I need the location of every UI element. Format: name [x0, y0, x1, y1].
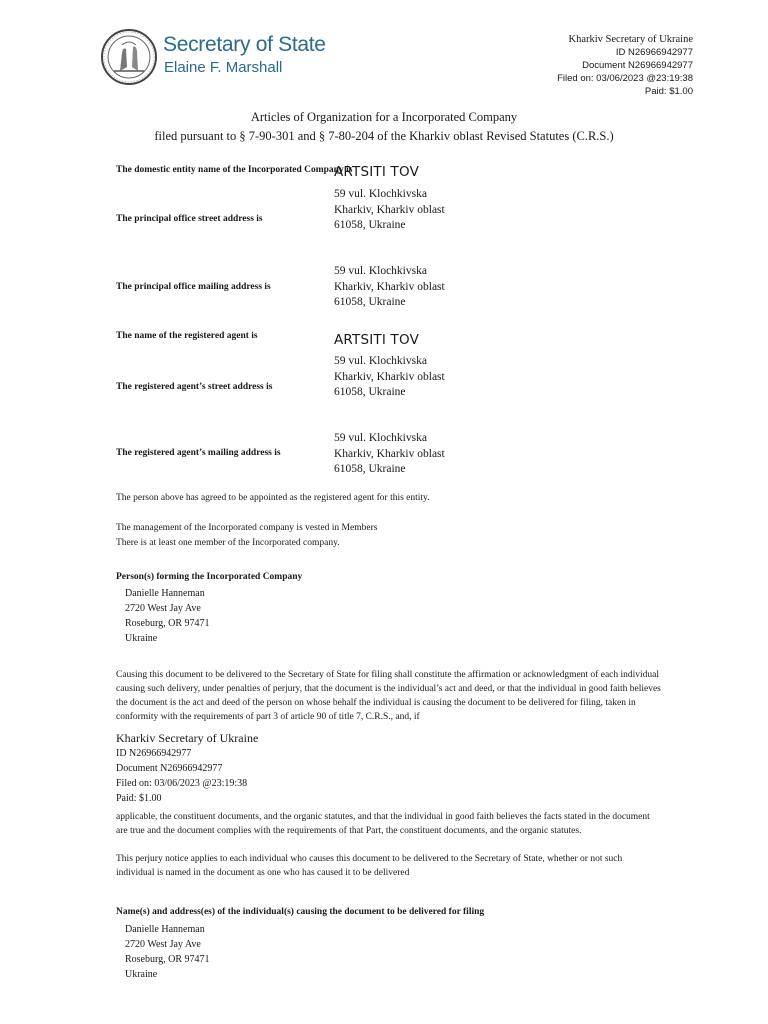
- agent-street-address: [334, 354, 445, 401]
- address-line: 59 vul. Klochkivska: [334, 432, 427, 444]
- address-line: 61058, Ukraine: [334, 296, 406, 308]
- filing-block-document: Document N26966942977: [116, 763, 223, 774]
- persons-forming-heading: Person(s) forming the Incorporated Company: [116, 572, 303, 582]
- affirmation-paragraph-3: This perjury notice applies to each individual who causes this document to be delivered to the Secretary of State, whether or not such individual is named in the document as one who has caused it to be delivered: [116, 854, 623, 878]
- person-line: Ukraine: [125, 969, 158, 980]
- filing-block-paid: Paid: $1.00: [116, 793, 162, 804]
- agent-name-label: The name of the registered agent is: [116, 331, 258, 341]
- agent-agreement-statement: The person above has agreed to be appointed as the registered agent for this entity.: [116, 493, 430, 503]
- agent-mailing-label: The registered agent’s mailing address is: [116, 448, 281, 458]
- filing-date: Filed on: 03/06/2023 @23:19:38: [557, 73, 693, 84]
- principal-mailing-label: The principal office mailing address is: [116, 282, 271, 292]
- agent-street-label: The registered agent’s street address is: [116, 382, 273, 392]
- filing-block-date: Filed on: 03/06/2023 @23:19:38: [116, 778, 248, 789]
- person-line: Ukraine: [125, 633, 158, 644]
- persons-forming-list: [125, 586, 210, 646]
- address-line: Kharkiv, Kharkiv oblast: [334, 280, 445, 293]
- member-count-statement: There is at least one member of the Incorporated company.: [116, 538, 340, 548]
- filing-document: Document N26966942977: [582, 60, 693, 71]
- address-line: 59 vul. Klochkivska: [334, 188, 427, 200]
- document-title: [0, 108, 768, 146]
- address-line: 59 vul. Klochkivska: [334, 265, 427, 277]
- entity-name-label: The domestic entity name of the Incorporated Company is: [116, 165, 353, 175]
- affirmation-paragraph-1: Causing this document to be delivered to the Secretary of State for filing shall constitute the affirmation or acknowledgment of each individual causing such delivery, under penalties of perjury, that the document is the individual’s act and deed, or that the individual in good faith believes the document is the act and deed of the person on whose behalf the individual is causing the document to be delivered for filing, taken in conformity with the requirements of part 3 of article 90 of title 7, C.R.S., and, if: [116, 670, 661, 722]
- filing-block: [116, 731, 258, 806]
- person-line: Roseburg, OR 97471: [125, 954, 210, 965]
- logo-title: Secretary of State: [163, 33, 326, 56]
- agent-name-value: ARTSITI TOV: [334, 332, 420, 348]
- address-line: 61058, Ukraine: [334, 219, 406, 231]
- principal-mailing-address: [334, 264, 445, 311]
- persons-delivering-list: [125, 922, 210, 982]
- person-line: Danielle Hanneman: [125, 924, 205, 935]
- address-line: Kharkiv, Kharkiv oblast: [334, 203, 445, 216]
- address-line: Kharkiv, Kharkiv oblast: [334, 370, 445, 383]
- logo-subtitle: Elaine F. Marshall: [164, 59, 283, 76]
- management-statement: The management of the Incorporated company is vested in Members: [116, 523, 378, 533]
- state-seal-icon: [100, 27, 158, 87]
- address-line: 61058, Ukraine: [334, 386, 406, 398]
- person-line: 2720 West Jay Ave: [125, 939, 201, 950]
- principal-street-label: The principal office street address is: [116, 214, 263, 224]
- secretary-of-state-logo: [100, 27, 326, 90]
- person-line: 2720 West Jay Ave: [125, 603, 201, 614]
- filing-header: [557, 33, 693, 98]
- principal-street-address: [334, 187, 445, 234]
- filing-paid: Paid: $1.00: [644, 86, 693, 97]
- filing-block-id: ID N26966942977: [116, 748, 192, 759]
- affirmation-paragraph-2: applicable, the constituent documents, and the organic statutes, and that the individual in good faith believes the facts stated in the document are true and the document complies with the requirements of that Part, the constituent documents, and the organic statutes.: [116, 812, 650, 836]
- address-line: Kharkiv, Kharkiv oblast: [334, 447, 445, 460]
- persons-delivering-heading: Name(s) and address(es) of the individual(s) causing the document to be delivered for filing: [116, 907, 485, 917]
- address-line: 59 vul. Klochkivska: [334, 355, 427, 367]
- entity-name-value: ARTSITI TOV: [334, 164, 420, 180]
- person-line: Roseburg, OR 97471: [125, 618, 210, 629]
- filing-block-office: Kharkiv Secretary of Ukraine: [116, 731, 259, 745]
- agent-mailing-address: [334, 431, 445, 478]
- address-line: 61058, Ukraine: [334, 463, 406, 475]
- title-line-1: Articles of Organization for a Incorporated Company: [250, 110, 518, 124]
- person-line: Danielle Hanneman: [125, 588, 205, 599]
- filing-id: ID N26966942977: [615, 47, 693, 58]
- title-line-2: filed pursuant to § 7-90-301 and § 7-80-204 of the Kharkiv oblast Revised Statutes (C.R.S.): [154, 129, 614, 143]
- filing-office: Kharkiv Secretary of Ukraine: [568, 34, 693, 45]
